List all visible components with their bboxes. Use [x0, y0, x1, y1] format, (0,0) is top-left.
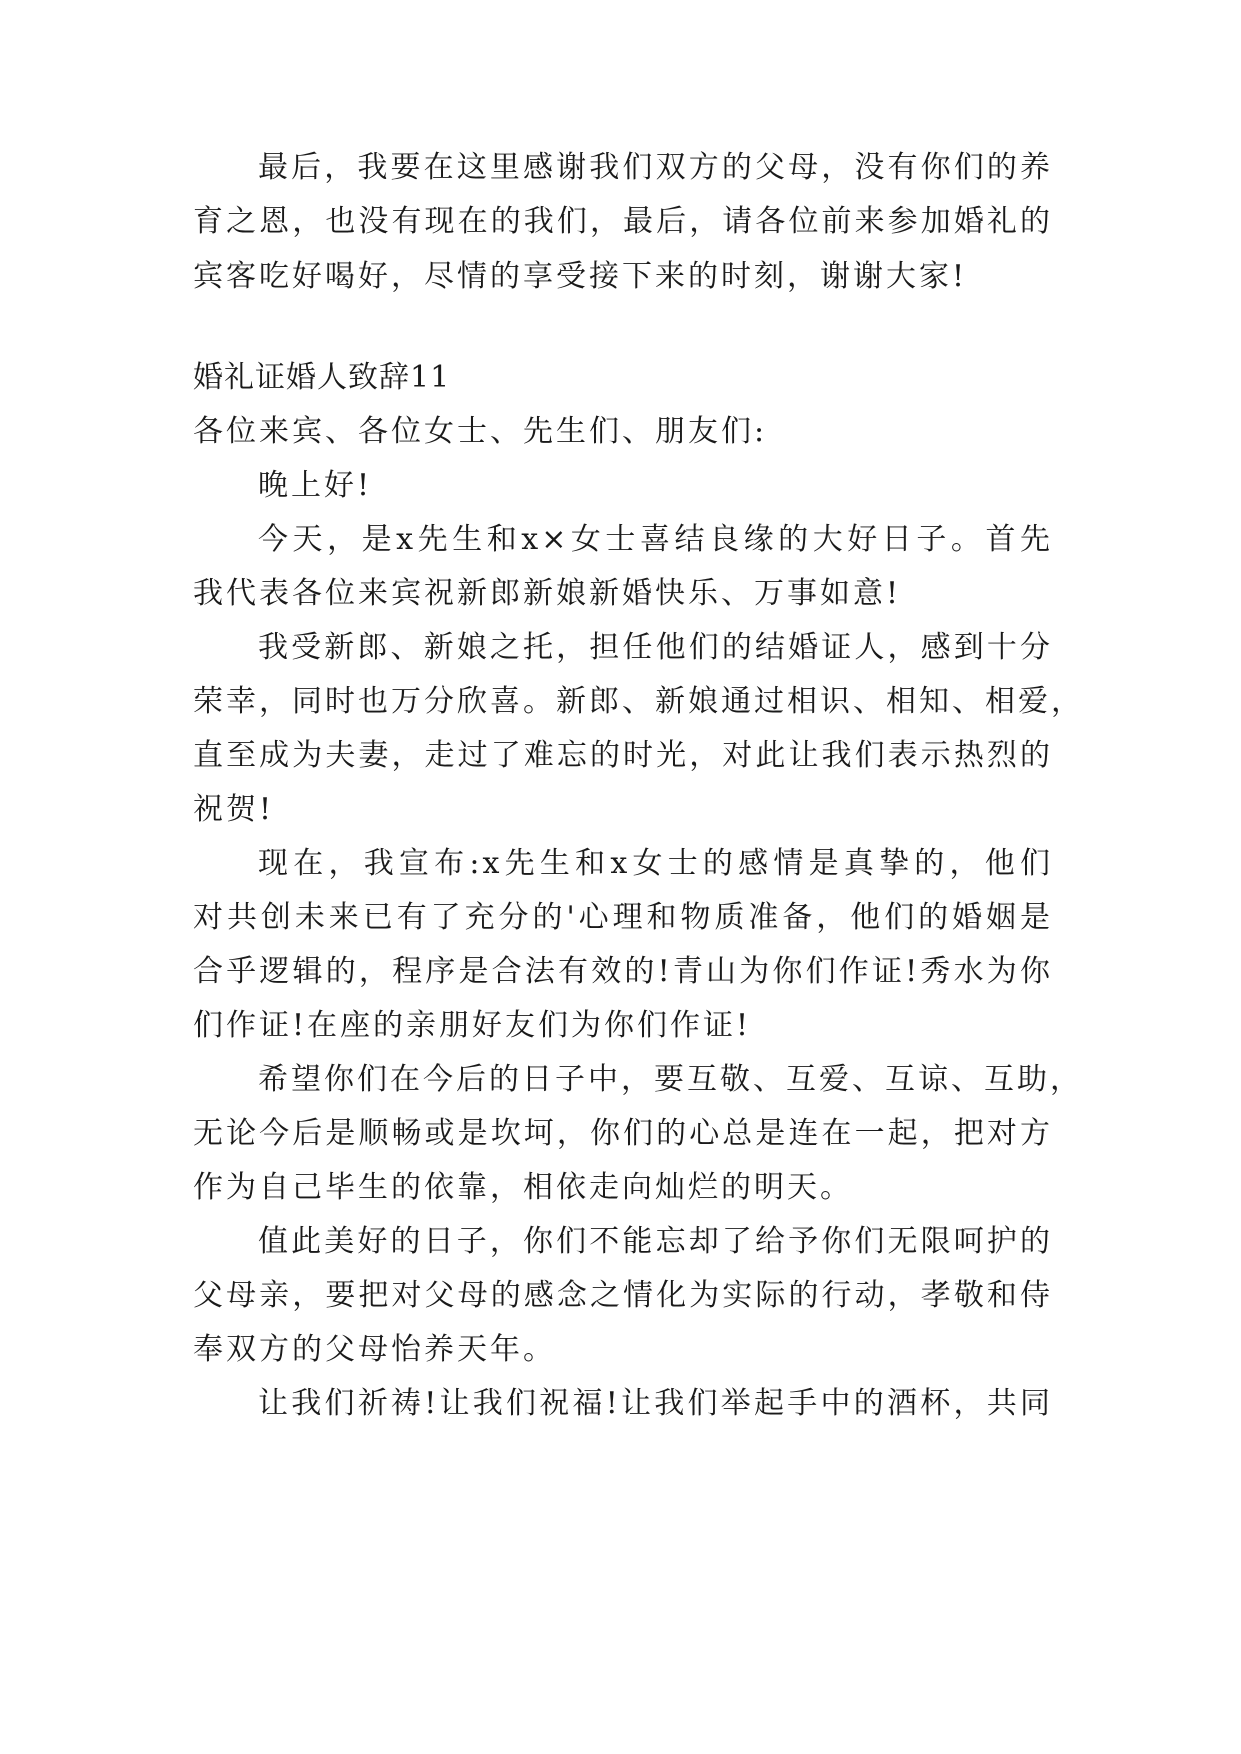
paragraph-4-line-2: 无论今后是顺畅或是坎坷，你们的心总是连在一起，把对方	[193, 1116, 1053, 1151]
paragraph-5-line-2: 父母亲，要把对父母的感念之情化为实际的行动，孝敬和侍	[193, 1278, 1053, 1313]
paragraph-3-line-1: 现在，我宣布:x先生和x女士的感情是真挚的，他们	[258, 846, 1053, 881]
paragraph-1-line-1: 今天，是x先生和x×女士喜结良缘的大好日子。首先	[258, 522, 1053, 557]
paragraph-2-line-3: 直至成为夫妻，走过了难忘的时光，对此让我们表示热烈的	[193, 738, 1053, 773]
paragraph-5-line-1: 值此美好的日子，你们不能忘却了给予你们无限呵护的	[258, 1224, 1053, 1259]
paragraph-6-line-1: 让我们祈祷!让我们祝福!让我们举起手中的酒杯，共同	[258, 1386, 1053, 1421]
intro-line-1: 最后，我要在这里感谢我们双方的父母，没有你们的养	[258, 150, 1053, 185]
paragraph-2-line-4: 祝贺!	[193, 792, 275, 827]
intro-line-3: 宾客吃好喝好，尽情的享受接下来的时刻，谢谢大家!	[193, 259, 968, 294]
paragraph-2-line-1: 我受新郎、新娘之托，担任他们的结婚证人，感到十分	[258, 630, 1053, 665]
paragraph-3-line-4: 们作证!在座的亲朋好友们为你们作证!	[193, 1008, 752, 1043]
paragraph-2-line-2: 荣幸，同时也万分欣喜。新郎、新娘通过相识、相知、相爱，	[193, 684, 1084, 719]
salutation: 各位来宾、各位女士、先生们、朋友们:	[193, 414, 768, 449]
paragraph-4-line-3: 作为自己毕生的依靠，相依走向灿烂的明天。	[193, 1170, 853, 1205]
paragraph-4-line-1: 希望你们在今后的日子中，要互敬、互爱、互谅、互助，	[258, 1062, 1083, 1097]
section-title: 婚礼证婚人致辞11	[193, 360, 451, 395]
paragraph-3-line-2: 对共创未来已有了充分的'心理和物质准备，他们的婚姻是	[193, 900, 1053, 935]
paragraph-3-line-3: 合乎逻辑的，程序是合法有效的!青山为你们作证!秀水为你	[193, 954, 1053, 989]
paragraph-1-line-2: 我代表各位来宾祝新郎新娘新婚快乐、万事如意!	[193, 576, 902, 611]
intro-line-2: 育之恩，也没有现在的我们，最后，请各位前来参加婚礼的	[193, 204, 1053, 239]
paragraph-5-line-3: 奉双方的父母怡养天年。	[193, 1332, 556, 1367]
greeting: 晚上好!	[258, 468, 373, 503]
